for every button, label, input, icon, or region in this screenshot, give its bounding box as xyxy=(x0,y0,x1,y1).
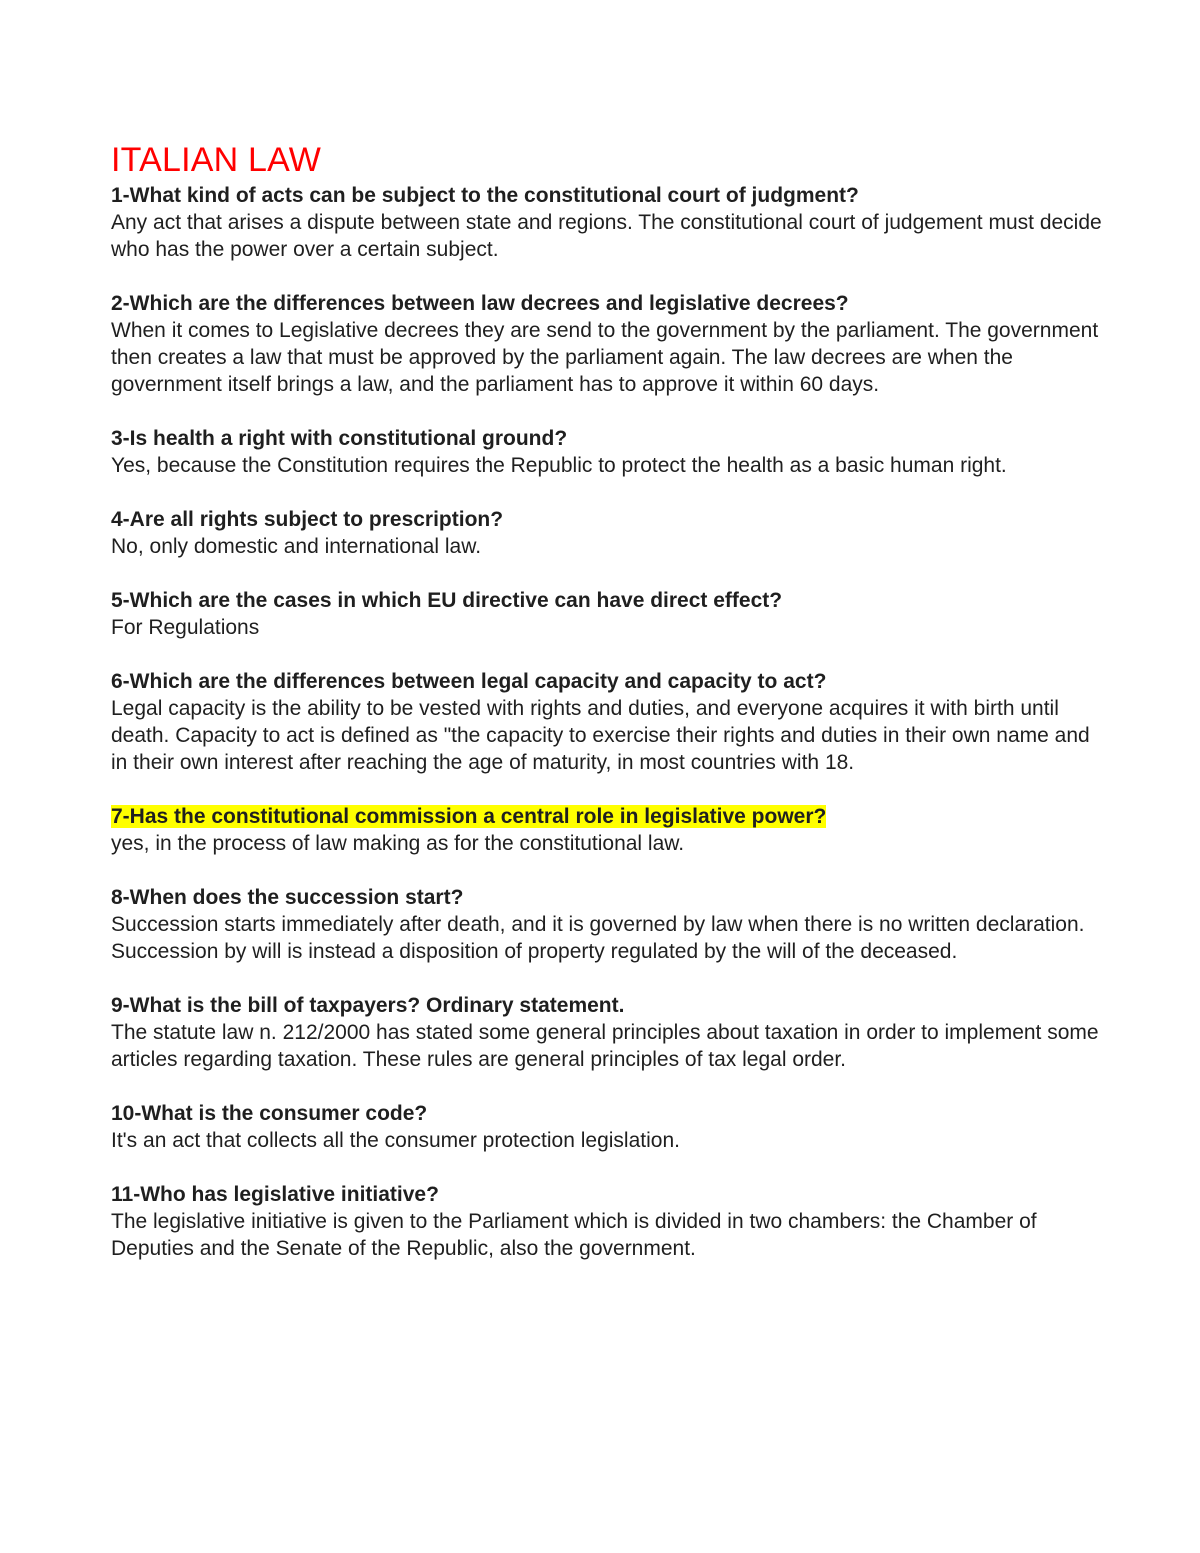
qa-list xyxy=(111,182,1111,1262)
answer-10: It's an act that collects all the consumer protection legislation. xyxy=(111,1129,680,1152)
question-text: 10-What is the consumer code? xyxy=(111,1102,428,1125)
question-10 xyxy=(111,1100,1111,1127)
qa-item-5 xyxy=(111,587,1111,641)
question-text: 2-Which are the differences between law decrees and legislative decrees? xyxy=(111,292,849,315)
question-text: 7-Has the constitutional commission a central role in legislative power? xyxy=(111,805,827,828)
qa-item-9 xyxy=(111,992,1111,1073)
question-5 xyxy=(111,587,1111,614)
qa-item-6 xyxy=(111,668,1111,776)
question-text: 6-Which are the differences between legal capacity and capacity to act? xyxy=(111,670,827,693)
question-text: 4-Are all rights subject to prescription? xyxy=(111,508,504,531)
qa-item-3 xyxy=(111,425,1111,479)
qa-item-8 xyxy=(111,884,1111,965)
question-4 xyxy=(111,506,1111,533)
answer-5: For Regulations xyxy=(111,616,260,639)
answer-3: Yes, because the Constitution requires the Republic to protect the health as a basic human right. xyxy=(111,454,1007,477)
question-text: 3-Is health a right with constitutional ground? xyxy=(111,427,568,450)
question-text: 9-What is the bill of taxpayers? Ordinary statement. xyxy=(111,994,625,1017)
question-text: 8-When does the succession start? xyxy=(111,886,464,909)
question-3 xyxy=(111,425,1111,452)
qa-item-1 xyxy=(111,182,1111,263)
question-7-highlighted xyxy=(111,803,1111,830)
question-text: 5-Which are the cases in which EU directive can have direct effect? xyxy=(111,589,783,612)
question-8 xyxy=(111,884,1111,911)
document-title: ITALIAN LAW xyxy=(111,141,322,179)
qa-item-2 xyxy=(111,290,1111,398)
qa-item-4 xyxy=(111,506,1111,560)
answer-2: When it comes to Legislative decrees they are send to the government by the parliament. The government then creates a law that must be approved by the parliament again. The law decrees are when the government itself brings a law, and the parliament has to approve it within 60 days. xyxy=(111,319,1099,396)
answer-8: Succession starts immediately after death, and it is governed by law when there is no written declaration. Succession by will is instead a disposition of property regulated by the will of the deceased. xyxy=(111,913,1085,963)
answer-1: Any act that arises a dispute between state and regions. The constitutional court of judgement must decide who has the power over a certain subject. xyxy=(111,211,1102,261)
answer-7: yes, in the process of law making as for the constitutional law. xyxy=(111,832,685,855)
question-9 xyxy=(111,992,1111,1019)
qa-item-11 xyxy=(111,1181,1111,1262)
answer-6: Legal capacity is the ability to be vested with rights and duties, and everyone acquires it with birth until death. Capacity to act is defined as "the capacity to exercise their rights and duties in their own name and in their own interest after reaching the age of maturity, in most countries with 18. xyxy=(111,697,1090,774)
question-2 xyxy=(111,290,1111,317)
question-6 xyxy=(111,668,1111,695)
qa-item-10 xyxy=(111,1100,1111,1154)
question-11 xyxy=(111,1181,1111,1208)
answer-9: The statute law n. 212/2000 has stated some general principles about taxation in order to implement some articles regarding taxation. These rules are general principles of tax legal order. xyxy=(111,1021,1099,1071)
question-text: 1-What kind of acts can be subject to the constitutional court of judgment? xyxy=(111,184,859,207)
answer-4: No, only domestic and international law. xyxy=(111,535,482,558)
answer-11: The legislative initiative is given to the Parliament which is divided in two chambers: the Chamber of Deputies and the Senate of the Republic, also the government. xyxy=(111,1210,1037,1260)
qa-item-7 xyxy=(111,803,1111,857)
document-page xyxy=(111,138,1111,1289)
question-1 xyxy=(111,182,1111,209)
question-text: 11-Who has legislative initiative? xyxy=(111,1183,439,1206)
